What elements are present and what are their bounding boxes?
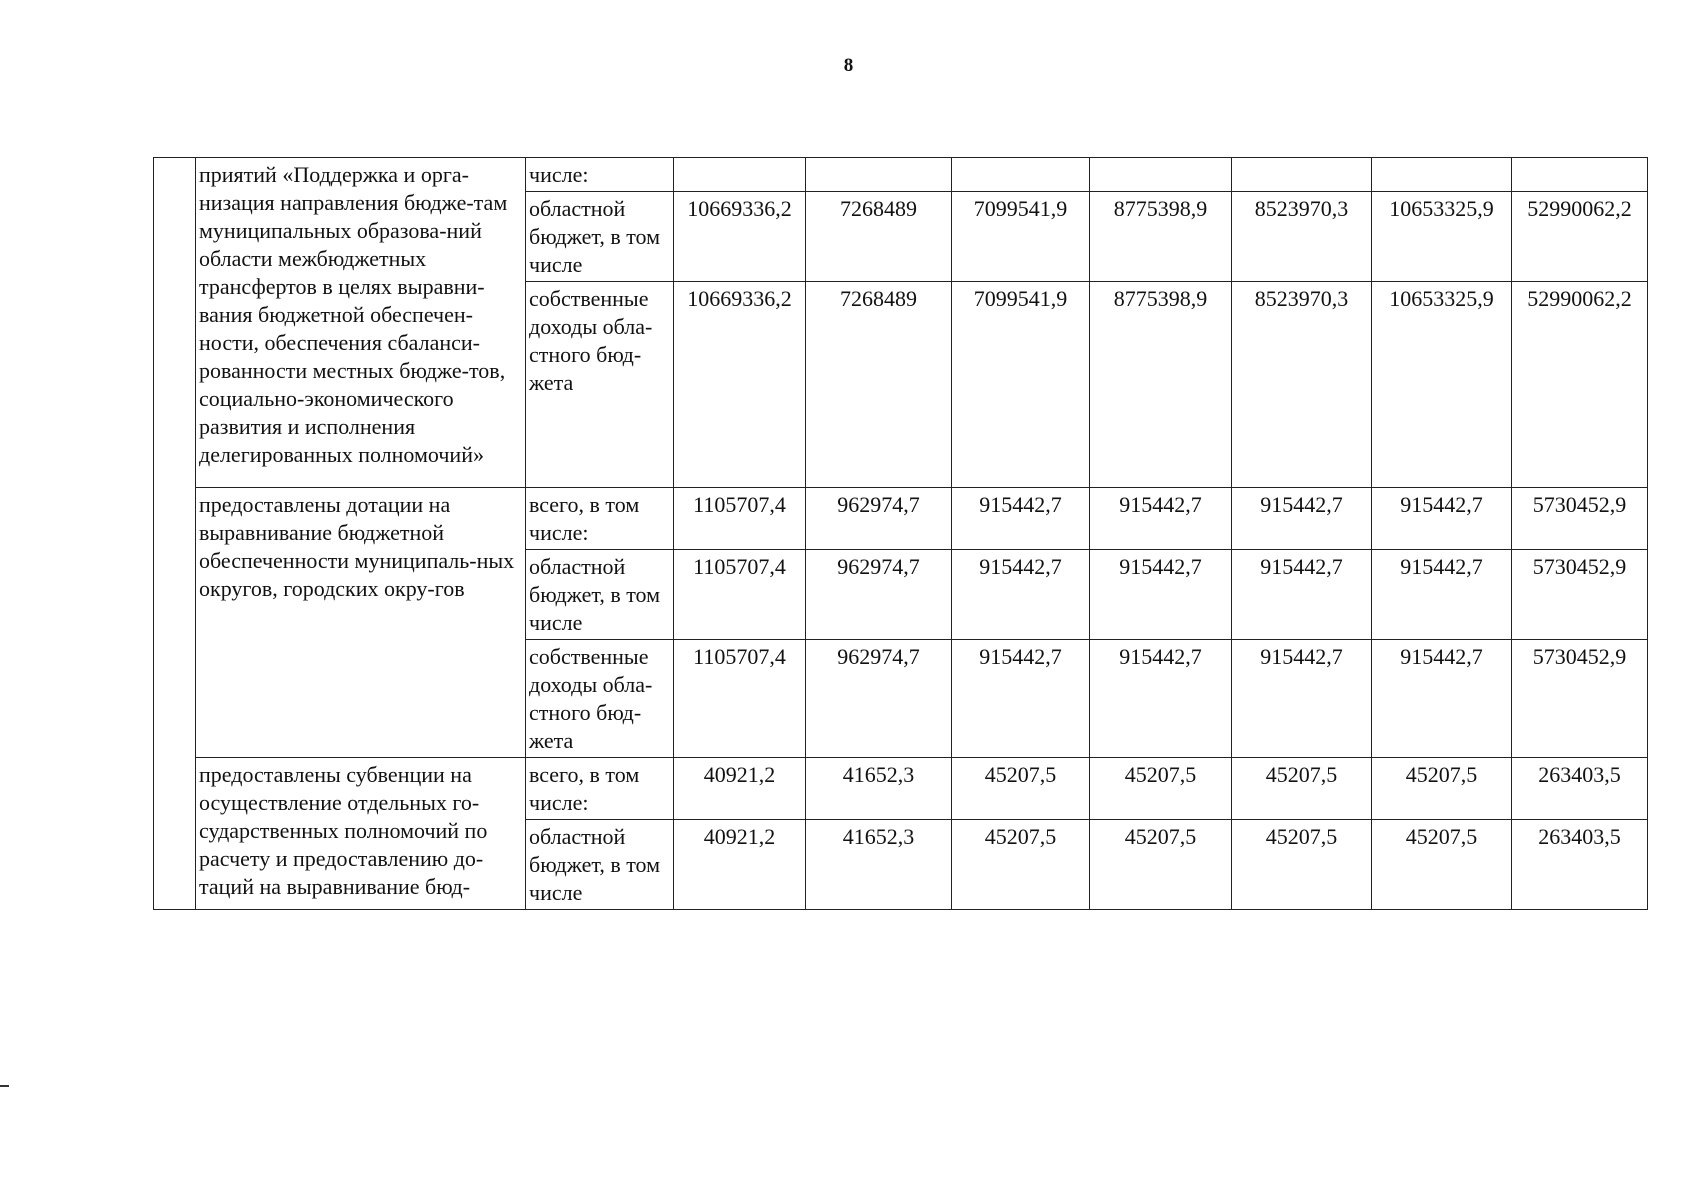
amount-cell: 915442,7 bbox=[1232, 488, 1372, 550]
amount-cell: 7099541,9 bbox=[952, 192, 1090, 282]
amount-cell: 8775398,9 bbox=[1090, 282, 1232, 488]
amount-cell: 915442,7 bbox=[1372, 640, 1512, 758]
amount-cell: 45207,5 bbox=[952, 820, 1090, 910]
amount-cell: 10653325,9 bbox=[1372, 282, 1512, 488]
amount-cell: 263403,5 bbox=[1512, 758, 1648, 820]
amount-cell: 915442,7 bbox=[1232, 550, 1372, 640]
amount-cell: 915442,7 bbox=[1372, 488, 1512, 550]
amount-cell: 5730452,9 bbox=[1512, 550, 1648, 640]
amount-cell bbox=[1232, 158, 1372, 192]
edge-mark bbox=[0, 1085, 9, 1087]
amount-cell: 10653325,9 bbox=[1372, 192, 1512, 282]
amount-cell: 8523970,3 bbox=[1232, 192, 1372, 282]
measure-description: предоставлены дотации на выравнивание бюджетной обеспеченности муниципаль-ных округов, городских окру-гов bbox=[196, 488, 526, 758]
amount-cell: 45207,5 bbox=[1232, 820, 1372, 910]
amount-cell: 915442,7 bbox=[1232, 640, 1372, 758]
amount-cell bbox=[1512, 158, 1648, 192]
amount-cell: 962974,7 bbox=[806, 550, 952, 640]
funding-source: всего, в том числе: bbox=[526, 758, 674, 820]
amount-cell: 5730452,9 bbox=[1512, 488, 1648, 550]
funding-source: областной бюджет, в том числе bbox=[526, 192, 674, 282]
funding-source: собственные доходы обла-стного бюд-жета bbox=[526, 282, 674, 488]
amount-cell: 45207,5 bbox=[1372, 758, 1512, 820]
amount-cell: 7268489 bbox=[806, 192, 952, 282]
amount-cell: 915442,7 bbox=[952, 550, 1090, 640]
amount-cell: 915442,7 bbox=[1372, 550, 1512, 640]
table-row bbox=[154, 758, 1648, 820]
amount-cell: 45207,5 bbox=[1090, 820, 1232, 910]
table-row bbox=[154, 488, 1648, 550]
amount-cell bbox=[1090, 158, 1232, 192]
amount-cell: 915442,7 bbox=[952, 488, 1090, 550]
amount-cell: 962974,7 bbox=[806, 488, 952, 550]
amount-cell: 1105707,4 bbox=[674, 640, 806, 758]
amount-cell bbox=[674, 158, 806, 192]
funding-source: всего, в том числе: bbox=[526, 488, 674, 550]
amount-cell: 7099541,9 bbox=[952, 282, 1090, 488]
budget-table bbox=[153, 157, 1648, 910]
table-body bbox=[154, 158, 1648, 910]
amount-cell: 8523970,3 bbox=[1232, 282, 1372, 488]
amount-cell: 41652,3 bbox=[806, 820, 952, 910]
amount-cell: 1105707,4 bbox=[674, 550, 806, 640]
amount-cell bbox=[806, 158, 952, 192]
amount-cell: 45207,5 bbox=[952, 758, 1090, 820]
amount-cell: 45207,5 bbox=[1090, 758, 1232, 820]
amount-cell bbox=[952, 158, 1090, 192]
amount-cell: 52990062,2 bbox=[1512, 192, 1648, 282]
amount-cell: 41652,3 bbox=[806, 758, 952, 820]
amount-cell: 5730452,9 bbox=[1512, 640, 1648, 758]
amount-cell: 915442,7 bbox=[1090, 488, 1232, 550]
amount-cell: 8775398,9 bbox=[1090, 192, 1232, 282]
funding-source: областной бюджет, в том числе bbox=[526, 820, 674, 910]
amount-cell: 915442,7 bbox=[952, 640, 1090, 758]
funding-source: числе: bbox=[526, 158, 674, 192]
amount-cell: 10669336,2 bbox=[674, 282, 806, 488]
amount-cell: 52990062,2 bbox=[1512, 282, 1648, 488]
amount-cell: 7268489 bbox=[806, 282, 952, 488]
amount-cell: 915442,7 bbox=[1090, 550, 1232, 640]
amount-cell bbox=[1372, 158, 1512, 192]
amount-cell: 40921,2 bbox=[674, 820, 806, 910]
table-row bbox=[154, 158, 1648, 192]
amount-cell: 10669336,2 bbox=[674, 192, 806, 282]
amount-cell: 962974,7 bbox=[806, 640, 952, 758]
funding-source: областной бюджет, в том числе bbox=[526, 550, 674, 640]
amount-cell: 40921,2 bbox=[674, 758, 806, 820]
page-number: 8 bbox=[843, 55, 854, 76]
measure-description: предоставлены субвенции на осуществление отдельных го-сударственных полномочий по расчету и предоставлению до-таций на выравнивание бюд- bbox=[196, 758, 526, 910]
amount-cell: 45207,5 bbox=[1372, 820, 1512, 910]
amount-cell: 263403,5 bbox=[1512, 820, 1648, 910]
funding-source: собственные доходы обла-стного бюд-жета bbox=[526, 640, 674, 758]
amount-cell: 45207,5 bbox=[1232, 758, 1372, 820]
amount-cell: 1105707,4 bbox=[674, 488, 806, 550]
number-column-cell bbox=[154, 158, 196, 910]
measure-description: приятий «Поддержка и орга-низация направления бюдже-там муниципальных образова-ний области межбюджетных трансфертов в целях выравни-вания бюджетной обеспечен-ности, обеспечения сбаланси-рованности местных бюдже-тов, социально-экономического развития и исполнения делегированных полномочий» bbox=[196, 158, 526, 488]
amount-cell: 915442,7 bbox=[1090, 640, 1232, 758]
